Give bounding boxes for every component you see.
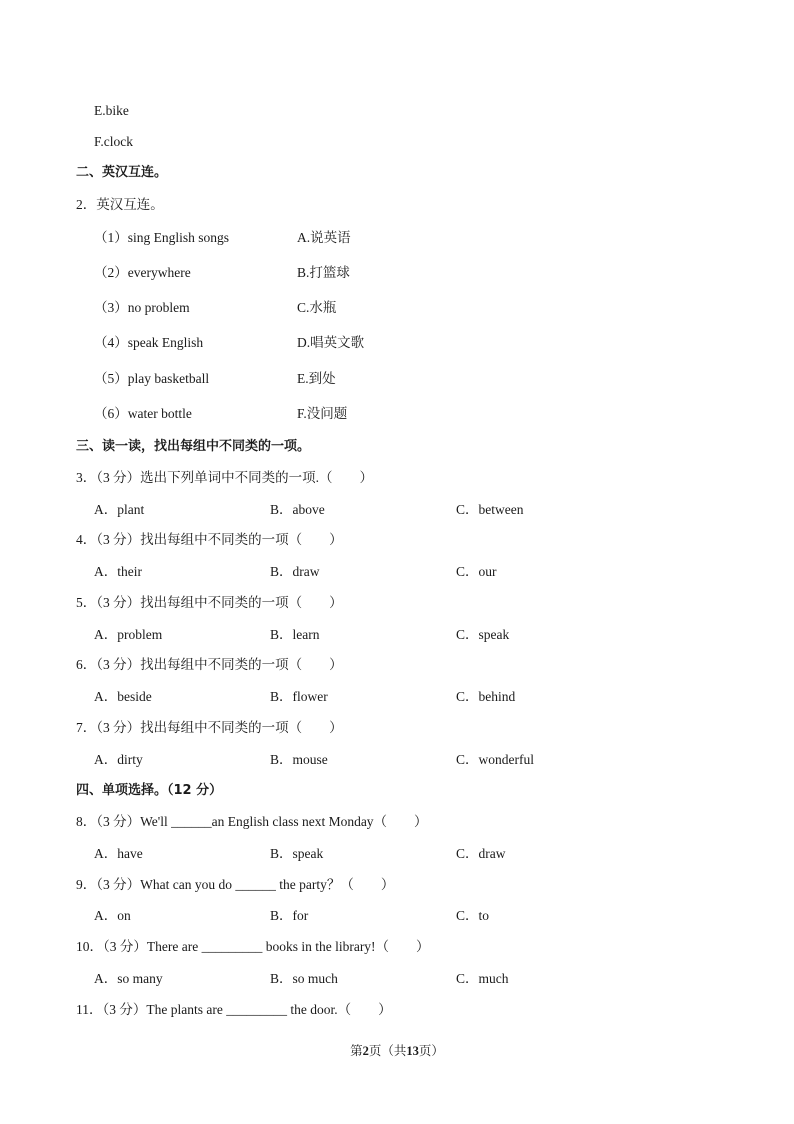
option-c: C．to bbox=[456, 908, 490, 923]
option-a: A．dirty bbox=[94, 752, 143, 767]
match-left: （1）sing English songs bbox=[94, 230, 230, 245]
option-c: C．wonderful bbox=[456, 752, 534, 767]
question-stem: 3．（3 分）选出下列单词中不同类的一项.（ ） bbox=[76, 470, 373, 485]
match-right: B.打篮球 bbox=[297, 265, 350, 280]
footer-page-total: 13 bbox=[406, 1044, 419, 1058]
option-c: C．speak bbox=[456, 627, 510, 642]
match-left: （4）speak English bbox=[94, 335, 204, 350]
section-heading: 二、英汉互连。 bbox=[76, 165, 168, 180]
option-b: B．learn bbox=[270, 627, 320, 642]
match-right: D.唱英文歌 bbox=[297, 335, 365, 350]
option-b: B．flower bbox=[270, 689, 328, 704]
question-stem: 6．（3 分）找出每组中不同类的一项（ ） bbox=[76, 657, 343, 672]
option-b: B．mouse bbox=[270, 752, 328, 767]
match-right: F.没问题 bbox=[297, 406, 348, 421]
section-heading: 三、读一读，找出每组中不同类的一项。 bbox=[76, 439, 311, 454]
footer-suffix: 页） bbox=[418, 1044, 444, 1058]
question-stem: 4．（3 分）找出每组中不同类的一项（ ） bbox=[76, 532, 343, 547]
option-a: A．on bbox=[94, 908, 131, 923]
option-c: C．much bbox=[456, 971, 509, 986]
page-footer bbox=[0, 1042, 794, 1060]
footer-mid: 页（共 bbox=[368, 1044, 407, 1058]
option-c: C．behind bbox=[456, 689, 516, 704]
option-a: A．plant bbox=[94, 502, 145, 517]
question-stem: 9．（3 分）What can you do ______ the party？（ ） bbox=[76, 877, 395, 892]
option-text: F.clock bbox=[94, 134, 134, 149]
question-stem: 10．（3 分）There are _________ books in the library!（ ） bbox=[76, 939, 430, 954]
question-stem: 2．英汉互连。 bbox=[76, 197, 164, 212]
footer-prefix: 第 bbox=[350, 1044, 363, 1058]
match-right: C.水瓶 bbox=[297, 300, 337, 315]
question-stem: 8．（3 分）We'll ______an English class next Monday（ ） bbox=[76, 814, 428, 829]
option-c: C．draw bbox=[456, 846, 506, 861]
question-stem: 7．（3 分）找出每组中不同类的一项（ ） bbox=[76, 720, 343, 735]
option-b: B．speak bbox=[270, 846, 324, 861]
option-c: C．our bbox=[456, 564, 497, 579]
option-a: A．have bbox=[94, 846, 143, 861]
match-right: A.说英语 bbox=[297, 230, 351, 245]
option-b: B．above bbox=[270, 502, 325, 517]
match-left: （3）no problem bbox=[94, 300, 190, 315]
footer-page-number: 2 bbox=[362, 1044, 369, 1058]
section-heading: 四、单项选择。（12 分） bbox=[76, 783, 223, 798]
option-a: A．beside bbox=[94, 689, 152, 704]
match-left: （5）play basketball bbox=[94, 371, 210, 386]
option-a: A．so many bbox=[94, 971, 163, 986]
option-text: E.bike bbox=[94, 103, 129, 118]
option-b: B．draw bbox=[270, 564, 320, 579]
match-right: E.到处 bbox=[297, 371, 336, 386]
question-stem: 5．（3 分）找出每组中不同类的一项（ ） bbox=[76, 595, 343, 610]
option-b: B．for bbox=[270, 908, 309, 923]
match-left: （2）everywhere bbox=[94, 265, 191, 280]
option-a: A．problem bbox=[94, 627, 163, 642]
question-stem: 11．（3 分）The plants are _________ the door.（ ） bbox=[76, 1002, 392, 1017]
option-b: B．so much bbox=[270, 971, 338, 986]
option-c: C．between bbox=[456, 502, 524, 517]
match-left: （6）water bottle bbox=[94, 406, 192, 421]
option-a: A．their bbox=[94, 564, 142, 579]
